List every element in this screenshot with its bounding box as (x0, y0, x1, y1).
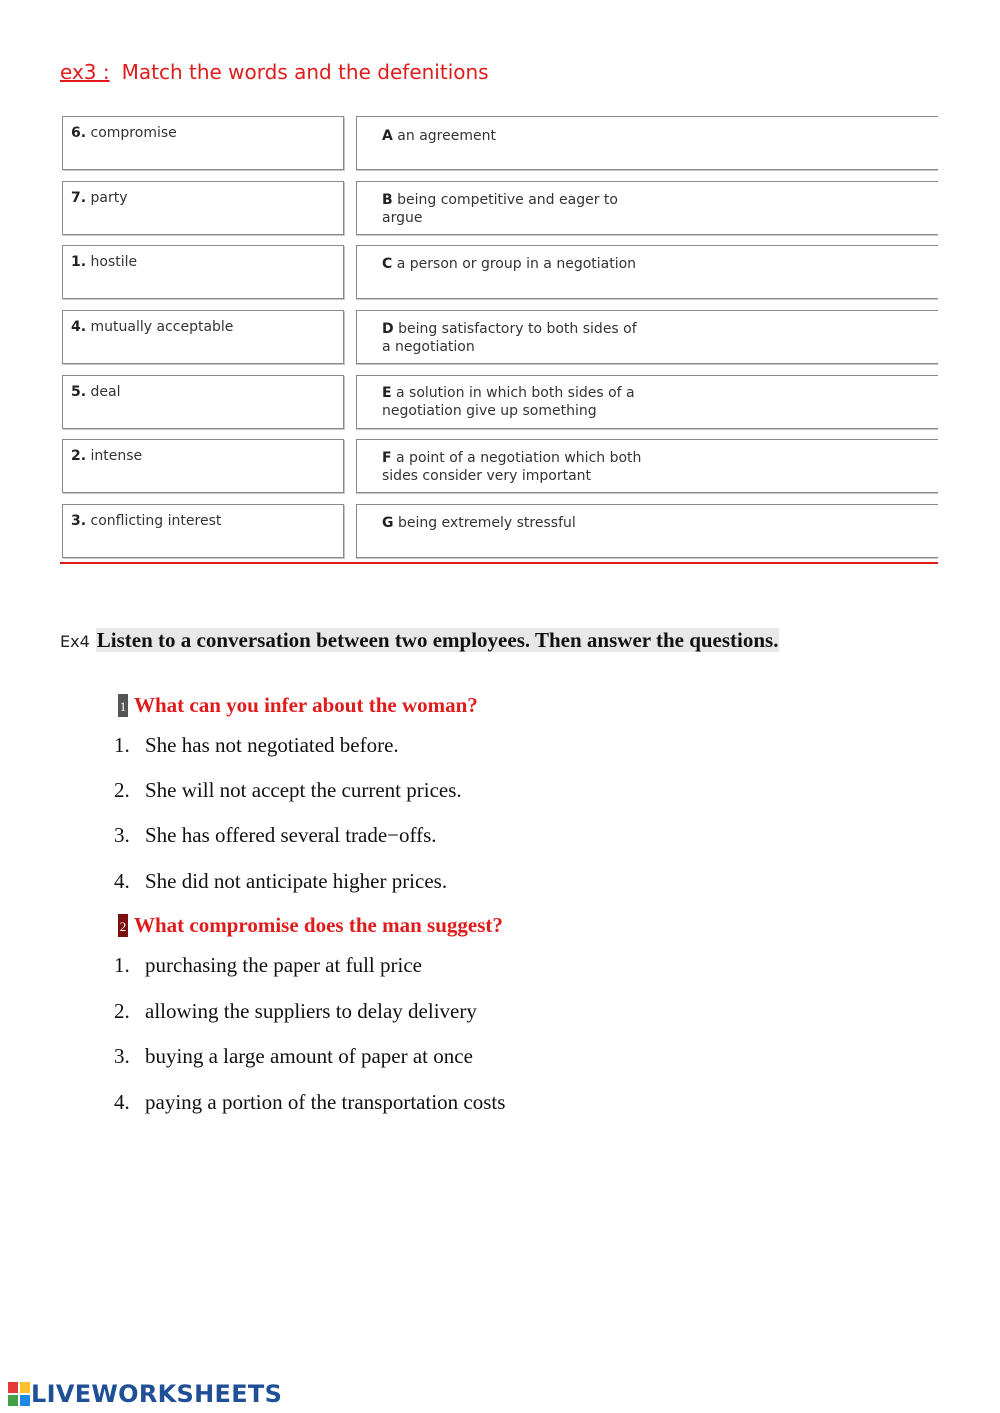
match-row (62, 439, 938, 495)
option-text: buying a large amount of paper at once (145, 1044, 473, 1068)
question-text: What compromise does the man suggest? (134, 913, 503, 937)
answer-option[interactable] (114, 953, 422, 978)
match-row (62, 375, 938, 431)
option-number: 4. (114, 1090, 130, 1114)
word-text: party (90, 190, 128, 206)
word-number: 5. (71, 384, 87, 400)
definition-text: being satisfactory to both sides of a negotiation (382, 321, 637, 355)
match-row (62, 181, 938, 237)
word-number: 6. (71, 125, 87, 141)
option-text: allowing the suppliers to delay delivery (145, 999, 477, 1023)
option-text: purchasing the paper at full price (145, 953, 422, 977)
definition-text: a solution in which both sides of a negotiation give up something (382, 385, 635, 419)
option-text: She has not negotiated before. (145, 733, 399, 757)
definition (382, 127, 642, 145)
exercise-title: Listen to a conversation between two employees. Then answer the questions. (96, 628, 779, 652)
match-row (62, 245, 938, 301)
word-number: 4. (71, 319, 87, 335)
option-number: 3. (114, 823, 130, 847)
definition (382, 514, 642, 532)
word-box (62, 375, 344, 429)
match-row (62, 504, 938, 560)
question-1-heading (118, 693, 478, 718)
logo-text: LIVEWORKSHEETS (31, 1380, 283, 1408)
ex3-heading (60, 60, 489, 84)
definition (382, 449, 642, 485)
word-box (62, 504, 344, 558)
option-number: 2. (114, 999, 130, 1023)
option-text: She will not accept the current prices. (145, 778, 462, 802)
answer-option[interactable] (114, 733, 399, 758)
match-row (62, 116, 938, 172)
answer-option[interactable] (114, 823, 437, 848)
exercise-title: Match the words and the defenitions (121, 60, 489, 84)
answer-option[interactable] (114, 778, 462, 803)
exercise-tag: ex3 : (60, 60, 110, 84)
definition-text: being extremely stressful (397, 515, 576, 531)
logo-grid-icon (8, 1382, 30, 1406)
option-number: 3. (114, 1044, 130, 1068)
option-number: 4. (114, 869, 130, 893)
liveworksheets-logo[interactable] (8, 1380, 282, 1410)
definition (382, 255, 652, 273)
definition-letter: G (382, 515, 394, 531)
definition-letter: A (382, 128, 393, 144)
question-text: What can you infer about the woman? (134, 693, 478, 717)
word-text: conflicting interest (90, 513, 222, 529)
question-number-badge: 1 (118, 694, 128, 717)
answer-option[interactable] (114, 999, 477, 1024)
match-row (62, 310, 938, 366)
definition-text: a point of a negotiation which both sides consider very important (382, 450, 642, 484)
option-number: 1. (114, 953, 130, 977)
answer-option[interactable] (114, 1044, 473, 1069)
definition-letter: B (382, 192, 393, 208)
definition-text: an agreement (397, 128, 496, 144)
word-text: intense (90, 448, 143, 464)
word-text: hostile (90, 254, 138, 270)
definition (382, 320, 642, 356)
definition-letter: F (382, 450, 392, 466)
option-text: She did not anticipate higher prices. (145, 869, 448, 893)
word-number: 2. (71, 448, 87, 464)
definition-letter: C (382, 256, 393, 272)
word-box (62, 439, 344, 493)
word-text: mutually acceptable (90, 319, 234, 335)
exercise-tag: Ex4 (60, 632, 90, 651)
definition-letter: E (382, 385, 392, 401)
option-text: paying a portion of the transportation costs (145, 1090, 506, 1114)
word-box (62, 245, 344, 299)
word-text: compromise (90, 125, 177, 141)
definition-text: a person or group in a negotiation (396, 256, 637, 272)
definition-text: being competitive and eager to argue (382, 192, 618, 226)
word-box (62, 181, 344, 235)
word-number: 7. (71, 190, 87, 206)
word-box (62, 310, 344, 364)
answer-option[interactable] (114, 869, 447, 894)
option-number: 1. (114, 733, 130, 757)
question-number-badge: 2 (118, 914, 128, 937)
ex4-heading (60, 628, 779, 653)
word-text: deal (90, 384, 121, 400)
question-2-heading (118, 913, 503, 938)
option-text: She has offered several trade−offs. (145, 823, 437, 847)
option-number: 2. (114, 778, 130, 802)
definition (382, 384, 642, 420)
word-box (62, 116, 344, 170)
definition-letter: D (382, 321, 394, 337)
word-number: 1. (71, 254, 87, 270)
section-divider (60, 562, 938, 564)
answer-option[interactable] (114, 1090, 505, 1115)
definition (382, 191, 642, 227)
word-number: 3. (71, 513, 87, 529)
